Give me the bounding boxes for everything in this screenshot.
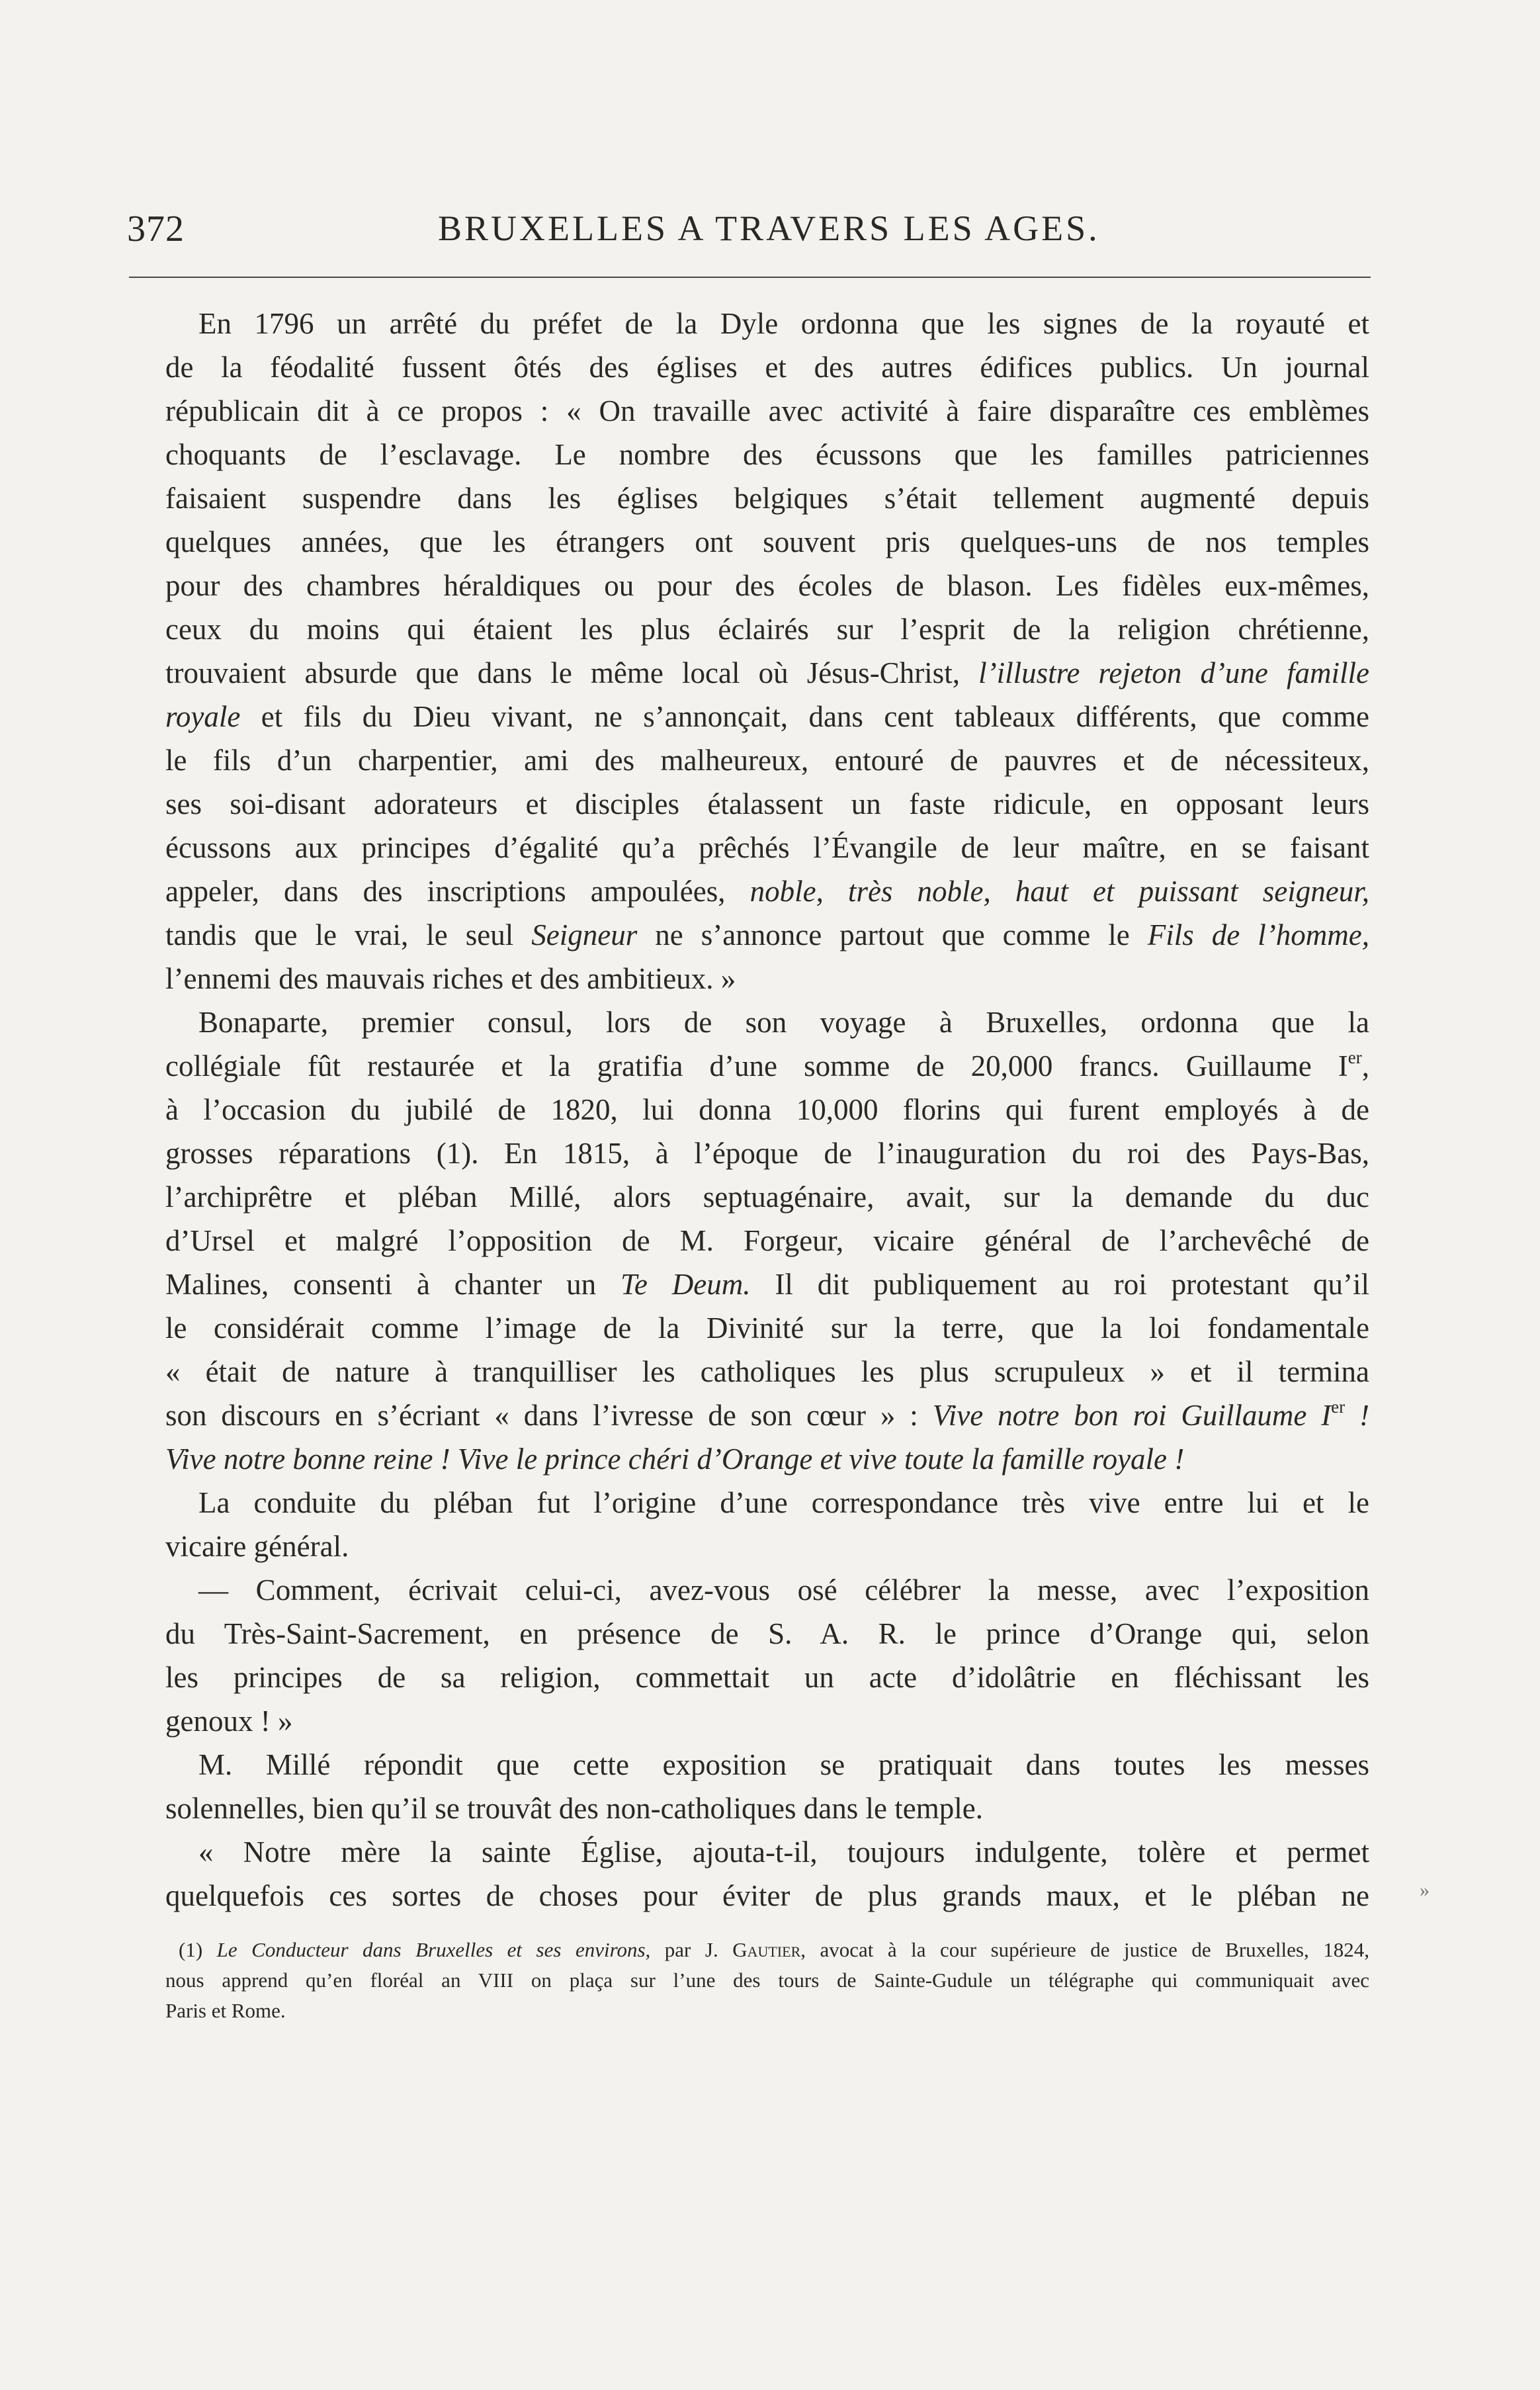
italic-run: l’illustre rejeton d’une famille bbox=[978, 656, 1369, 689]
text-line: l’archiprêtre et pléban Millé, alors septuagénaire, avait, sur la demande du duc bbox=[165, 1180, 1369, 1214]
text-line bbox=[165, 1044, 1369, 1088]
text-line: genoux ! » bbox=[165, 1704, 293, 1738]
text-line: La conduite du pléban fut l’origine d’une correspondance très vive entre lui et le bbox=[198, 1486, 1369, 1519]
footnote-marker: (1) bbox=[179, 1938, 217, 1961]
running-title: BRUXELLES A TRAVERS LES AGES. bbox=[438, 208, 1100, 248]
text-line bbox=[165, 651, 1369, 695]
text-line: choquants de l’esclavage. Le nombre des écussons que les familles patriciennes bbox=[165, 438, 1369, 471]
italic-run: Seigneur bbox=[531, 918, 638, 952]
footnote-line bbox=[165, 1935, 1369, 1965]
text-run: tandis que le vrai, le seul bbox=[165, 918, 532, 952]
text-line: grosses réparations (1). En 1815, à l’époque de l’inauguration du roi des Pays-Bas, bbox=[165, 1137, 1369, 1170]
text-run: appeler, dans des inscriptions ampoulées, bbox=[165, 875, 750, 908]
text-line: républicain dit à ce propos : « On travaille avec activité à faire disparaître ces emblèmes bbox=[165, 394, 1369, 427]
footnote-line: nous apprend qu’en floréal an VIII on plaça sur l’une des tours de Sainte-Gudule un télégraphe qui communiquait avec bbox=[165, 1969, 1369, 1992]
text-run: , avocat à la cour supérieure de justice de Bruxelles, 1824, bbox=[800, 1938, 1369, 1961]
footnote bbox=[165, 1935, 1369, 2026]
text-run: et fils du Dieu vivant, ne s’annonçait, dans cent tableaux différents, que comme bbox=[240, 700, 1369, 733]
author-name: Gautier bbox=[732, 1938, 801, 1961]
text-line: l’ennemi des mauvais riches et des ambitieux. » bbox=[165, 962, 736, 995]
text-line: faisaient suspendre dans les églises belgiques s’était tellement augmenté depuis bbox=[165, 482, 1369, 515]
italic-run: Vive notre bon roi Guillaume I bbox=[932, 1399, 1332, 1432]
text-line: Bonaparte, premier consul, lors de son voyage à Bruxelles, ordonna que la bbox=[198, 1006, 1369, 1039]
italic-run: ! bbox=[1345, 1399, 1369, 1432]
text-line: ses soi-disant adorateurs et disciples étalassent un faste ridicule, en opposant leurs bbox=[165, 787, 1369, 820]
text-line: M. Millé répondit que cette exposition se pratiquait dans toutes les messes bbox=[198, 1748, 1369, 1781]
header-rule bbox=[129, 277, 1371, 278]
text-line: quelquefois ces sortes de choses pour éviter de plus grands maux, et le pléban ne bbox=[165, 1879, 1369, 1912]
text-run: Malines, consenti à chanter un bbox=[165, 1268, 620, 1301]
text-line: du Très-Saint-Sacrement, en présence de S. A. R. le prince d’Orange qui, selon bbox=[165, 1617, 1369, 1650]
text-line bbox=[165, 1437, 1369, 1481]
text-line bbox=[165, 1394, 1369, 1437]
italic-run: Fils de l’homme, bbox=[1147, 918, 1369, 952]
text-line: pour des chambres héraldiques ou pour des écoles de blason. Les fidèles eux-mêmes, bbox=[165, 569, 1369, 602]
text-run: Il dit publiquement au roi protestant qu’il bbox=[750, 1268, 1369, 1301]
text-run: son discours en s’écriant « dans l’ivresse de son cœur » : bbox=[165, 1399, 933, 1432]
running-head bbox=[127, 199, 1371, 265]
italic-run: Vive notre bonne reine ! Vive le prince chéri d’Orange et vive toute la famille royale ! bbox=[165, 1442, 1185, 1476]
body-text bbox=[165, 302, 1369, 1918]
text-run: par J. bbox=[650, 1938, 733, 1961]
text-line: d’Ursel et malgré l’opposition de M. Forgeur, vicaire général de l’archevêché de bbox=[165, 1224, 1369, 1257]
italic-run: royale bbox=[165, 700, 241, 733]
text-line: de la féodalité fussent ôtés des églises et des autres édifices publics. Un journal bbox=[165, 351, 1369, 384]
text-line: le fils d’un charpentier, ami des malheureux, entouré de pauvres et de nécessiteux, bbox=[165, 744, 1369, 777]
text-run: , bbox=[1361, 1049, 1369, 1083]
text-run: trouvaient absurde que dans le même local où Jésus-Christ, bbox=[165, 656, 979, 689]
text-line: le considérait comme l’image de la Divinité sur la terre, que la loi fondamentale bbox=[165, 1311, 1369, 1345]
text-line bbox=[165, 869, 1369, 913]
text-line bbox=[165, 1262, 1369, 1306]
text-line bbox=[165, 913, 1369, 957]
text-line: « était de nature à tranquilliser les catholiques les plus scrupuleux » et il termina bbox=[165, 1355, 1369, 1388]
text-line: solennelles, bien qu’il se trouvât des non-catholiques dans le temple. bbox=[165, 1792, 983, 1825]
italic-run: Le Conducteur dans Bruxelles et ses environs, bbox=[216, 1938, 651, 1961]
text-line: écussons aux principes d’égalité qu’a prêchés l’Évangile de leur maître, en se faisant bbox=[165, 831, 1369, 864]
text-run: ne s’annonce partout que comme le bbox=[637, 918, 1148, 952]
text-line: — Comment, écrivait celui-ci, avez-vous osé célébrer la messe, avec l’exposition bbox=[198, 1573, 1369, 1607]
superscript: er bbox=[1331, 1397, 1346, 1417]
text-line: vicaire général. bbox=[165, 1530, 349, 1563]
page-number: 372 bbox=[127, 208, 185, 249]
text-line: quelques années, que les étrangers ont souvent pris quelques-uns de nos temples bbox=[165, 525, 1369, 558]
text-line: ceux du moins qui étaient les plus éclairés sur l’esprit de la religion chrétienne, bbox=[165, 613, 1369, 646]
footnote-line: Paris et Rome. bbox=[165, 1999, 286, 2022]
text-line: En 1796 un arrêté du préfet de la Dyle ordonna que les signes de la royauté et bbox=[198, 307, 1369, 340]
text-line bbox=[165, 695, 1369, 738]
italic-run: noble, très noble, haut et puissant seigneur, bbox=[749, 875, 1369, 908]
margin-quote-mark: » bbox=[1420, 1879, 1430, 1901]
text-line: « Notre mère la sainte Église, ajouta-t-il, toujours indulgente, tolère et permet bbox=[198, 1836, 1369, 1869]
text-line: à l’occasion du jubilé de 1820, lui donna 10,000 florins qui furent employés à de bbox=[165, 1093, 1369, 1126]
superscript: er bbox=[1348, 1047, 1362, 1068]
text-line: les principes de sa religion, commettait un acte d’idolâtrie en fléchissant les bbox=[165, 1661, 1369, 1694]
italic-run: Te Deum. bbox=[620, 1268, 751, 1301]
text-run: collégiale fût restaurée et la gratifia d’une somme de 20,000 francs. Guillaume I bbox=[165, 1049, 1348, 1083]
